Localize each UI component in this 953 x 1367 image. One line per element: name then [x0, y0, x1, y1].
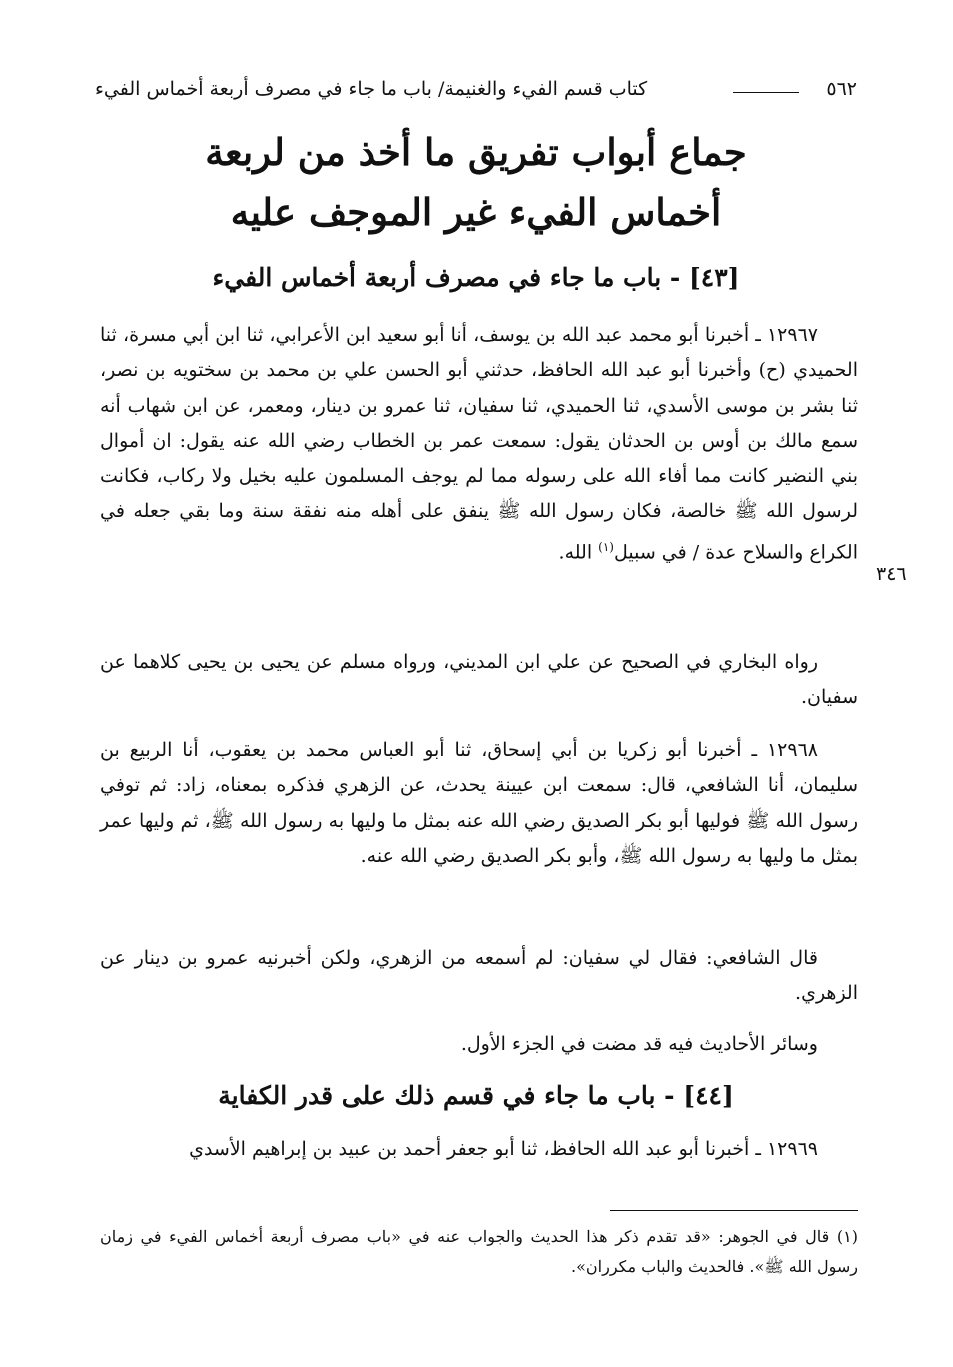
- header-rule: [733, 92, 799, 93]
- hadith-12967: [100, 318, 858, 570]
- footnote-rule: [610, 1210, 858, 1211]
- main-title-line-1: جماع أبواب تفريق ما أخذ من لربعة: [205, 130, 747, 174]
- main-title: [150, 122, 802, 242]
- hadith-12967-end: الله.: [558, 541, 599, 564]
- narration-note: رواه البخاري في الصحيح عن علي ابن المديني، ورواه مسلم عن يحيى بن يحيى كلاهما عن سفيان.: [100, 651, 858, 709]
- page-number: ٥٦٢: [826, 78, 857, 100]
- chapter-heading-43: [٤٣] - باب ما جاء في مصرف أربعة أخماس الفيء: [212, 263, 740, 292]
- footnote-1: (١) قال في الجوهر: «قد تقدم ذكر هذا الحديث والجواب عنه في «باب مصرف أربعة أخماس الفيء في زمان رسول الله ﷺ». فالحديث والباب مكرران».: [100, 1227, 858, 1276]
- running-header-title: كتاب قسم الفيء والغنيمة/ باب ما جاء في مصرف أربعة أخماس الفيء: [95, 78, 648, 100]
- hadith-12968: ١٢٩٦٨ ـ أخبرنا أبو زكريا بن أبي إسحاق، ثنا أبو العباس محمد بن يعقوب، أنا الربيع بن سليمان، أنا الشافعي، قال: سمعت ابن عيينة يحدث، عن الزهري فذكره بمعناه، زاد: ثم توفي رسول الله ﷺ فوليها أبو بكر الصديق رضي الله عنه بمثل ما وليها به رسول الله ﷺ، ثم وليها عمر بمثل ما وليها به رسول الله ﷺ، وأبو بكر الصديق رضي الله عنه.: [100, 739, 858, 867]
- remaining-hadiths-note: وسائر الأحاديث فيه قد مضت في الجزء الأول.: [460, 1033, 818, 1055]
- chapter-heading-44: [٤٤] - باب ما جاء في قسم ذلك على قدر الكفاية: [218, 1081, 734, 1110]
- hadith-12967-text: ١٢٩٦٧ ـ أخبرنا أبو محمد عبد الله بن يوسف، أنا أبو سعيد ابن الأعرابي، ثنا ابن أبي مسرة، ثنا الحميدي (ح) وأخبرنا أبو عبد الله الحافظ، حدثني أبو الحسن علي بن محمد بن سختويه بن نصر، ثنا بشر بن موسى الأسدي، ثنا الحميدي، ثنا سفيان، ثنا عمرو بن دينار، ومعمر، عن ابن شهاب أنه سمع مالك بن أوس بن الحدثان يقول: سمعت عمر بن الخطاب رضي الله عنه يقول: ان أموال بني النضير كانت مما أفاء الله على رسوله مما لم يوجف المسلمون عليه بخيل ولا ركاب، فكانت لرسول الله ﷺ خالصة، فكان رسول الله ﷺ ينفق على أهله منه نفقة سنة وما بقي جعله في الكراع والسلاح عدة / في سبيل: [100, 324, 858, 564]
- hadith-12969: ١٢٩٦٩ ـ أخبرنا أبو عبد الله الحافظ، ثنا أبو جعفر أحمد بن عبيد بن إبراهيم الأسدي: [189, 1138, 818, 1160]
- margin-page-ref: ٣٤٦: [876, 563, 907, 585]
- running-header: [95, 78, 857, 108]
- shafii-statement: قال الشافعي: فقال لي سفيان: لم أسمعه من الزهري، ولكن أخبرنيه عمرو بن دينار عن الزهري.: [100, 947, 858, 1005]
- main-title-line-2: أخماس الفيء غير الموجف عليه: [230, 190, 722, 234]
- footnote-ref-1: (١): [598, 539, 614, 554]
